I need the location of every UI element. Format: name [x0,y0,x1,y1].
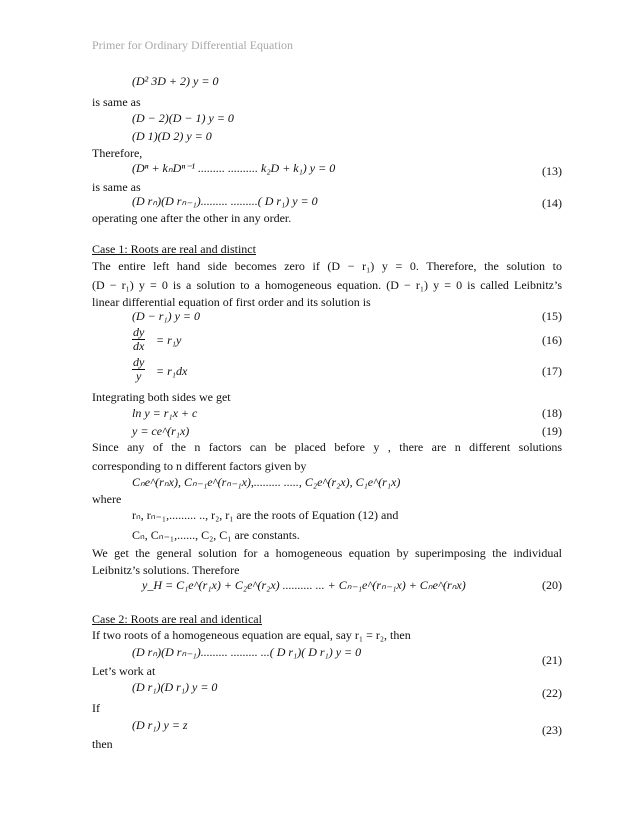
equation-22: (D r₁)(D r₁) y = 0 [132,680,218,694]
fraction-16-denominator: dx [133,339,145,353]
equation-23: (D r₁) y = z [132,718,188,732]
text-constants-line: Cₙ, Cₙ₋₁,......, C₂, C₁ are constants. [132,528,300,542]
equation-b: (D − 2)(D − 1) y = 0 [132,111,234,125]
fraction-17 [132,356,145,383]
equation-16-rhs: = r₁y [156,333,182,347]
equation-number-13: (13) [542,164,562,178]
running-header: Primer for Ordinary Differential Equation [92,38,294,52]
equation-solutions: Cₙe^(rₙx), Cₙ₋₁e^(rₙ₋₁x),......... ....., C₂e^(r₂x), C₁e^(r₁x) [132,475,401,489]
text-roots-line: rₙ, rₙ₋₁,......... .., r₂, r₁ are the roots of Equation (12) and [132,508,399,522]
heading-case-1: Case 1: Roots are real and distinct [92,242,256,256]
equation-number-19: (19) [542,424,562,438]
paragraph-3-line-1: We get the general solution for a homogeneous equation by superimposing the individual [92,546,562,560]
fraction-17-numerator: dy [133,355,145,369]
paragraph-2-line-1: Since any of the n factors can be placed before y , there are n different solutions [92,440,562,454]
equation-number-23: (23) [542,723,562,737]
heading-case-2: Case 2: Roots are real and identical [92,612,262,626]
equation-20: y_H = C₁e^(r₁x) + C₂e^(r₂x) .......... ... + Cₙ₋₁e^(rₙ₋₁x) + Cₙe^(rₙx) [142,578,466,592]
text-same-as-1: is same as [92,95,141,109]
text-operating: operating one after the other in any order. [92,211,292,225]
equation-number-15: (15) [542,309,562,323]
equation-number-18: (18) [542,406,562,420]
paragraph-1-line-3: linear differential equation of first order and its solution is [92,295,371,309]
text-same-as-2: is same as [92,180,141,194]
paragraph-1-line-2: (D − r₁) y = 0 is a solution to a homogeneous equation. (D − r₁) y = 0 is called Leibnitz’s [92,278,562,292]
equation-17-rhs: = r₁dx [156,364,188,378]
equation-15: (D − r₁) y = 0 [132,309,201,323]
text-therefore: Therefore, [92,146,143,160]
equation-14: (D rₙ)(D rₙ₋₁)......... .........( D r₁) y = 0 [132,194,318,208]
equation-19: y = ce^(r₁x) [132,424,190,438]
equation-number-22: (22) [542,686,562,700]
text-integrating: Integrating both sides we get [92,390,231,404]
equation-number-21: (21) [542,653,562,667]
text-where: where [92,492,122,506]
text-lets-work-at: Let’s work at [92,664,156,678]
equation-13: (Dⁿ + kₙDⁿ⁻¹ ......... .......... k₂D + k₁) y = 0 [132,161,336,175]
paragraph-2-line-2: corresponding to n different factors given by [92,459,307,473]
paragraph-4: If two roots of a homogeneous equation are equal, say r₁ = r₂, then [92,628,411,642]
equation-21: (D rₙ)(D rₙ₋₁)......... ......... ...( D r₁)( D r₁) y = 0 [132,645,362,659]
text-if: If [92,701,100,715]
equation-a: (D² 3D + 2) y = 0 [132,74,219,88]
equation-18: ln y = r₁x + c [132,406,198,420]
paragraph-3-line-2: Leibnitz’s solutions. Therefore [92,563,240,577]
paragraph-1-line-1: The entire left hand side becomes zero if (D − r₁) y = 0. Therefore, the solution to [92,259,562,273]
fraction-16 [132,326,145,353]
equation-number-17: (17) [542,364,562,378]
fraction-16-numerator: dy [133,325,145,339]
equation-c: (D 1)(D 2) y = 0 [132,129,212,143]
fraction-17-denominator: y [136,369,142,383]
text-then: then [92,737,113,751]
equation-number-20: (20) [542,578,562,592]
equation-number-16: (16) [542,333,562,347]
equation-number-14: (14) [542,196,562,210]
